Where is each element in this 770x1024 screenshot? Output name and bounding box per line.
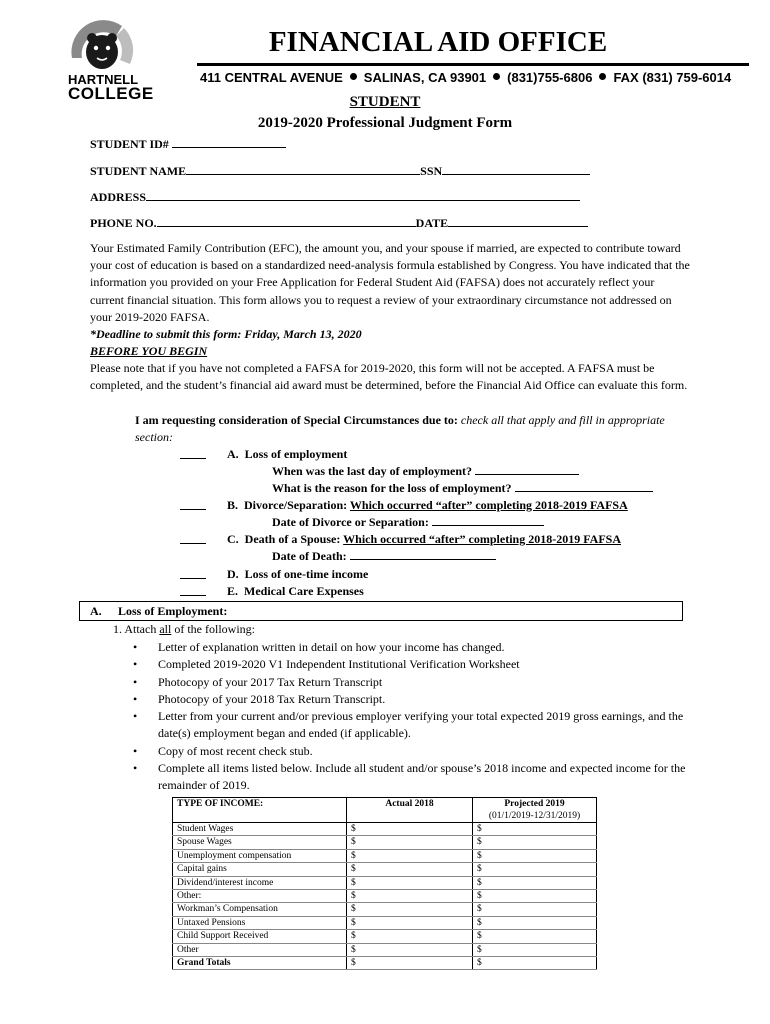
bullet-icon — [599, 73, 606, 80]
contact-line — [200, 70, 748, 85]
header-rule — [197, 63, 749, 66]
actual-2018-input[interactable]: $ — [347, 863, 473, 876]
street-address: 411 CENTRAL AVENUE — [200, 70, 343, 85]
income-type-cell: Other — [173, 943, 347, 956]
table-row — [173, 956, 597, 969]
list-item: • Photocopy of your 2018 Tax Return Transcript. — [130, 691, 690, 708]
table-row — [173, 903, 597, 916]
projected-2019-input[interactable]: $ — [473, 876, 597, 889]
phone-label: PHONE NO. — [90, 216, 157, 230]
table-row — [173, 849, 597, 862]
option-a-question1[interactable]: When was the last day of employment? — [272, 463, 579, 479]
bullet-icon — [493, 73, 500, 80]
table-row — [173, 930, 597, 943]
income-type-cell: Child Support Received — [173, 930, 347, 943]
address-label: ADDRESS — [90, 190, 147, 204]
office-title: FINANCIAL AID OFFICE — [268, 26, 608, 58]
before-paragraph: Please note that if you have not completed a FAFSA for 2019-2020, this form will not be accepted. A FAFSA must be completed, and the student’s financial aid award must be determined, before the Financial Aid Office can evaluate this form. — [90, 361, 688, 393]
student-id-field[interactable] — [90, 136, 286, 152]
student-name-field[interactable] — [90, 163, 590, 179]
income-type-cell: Untaxed Pensions — [173, 916, 347, 929]
table-row — [173, 889, 597, 902]
before-heading: BEFORE YOU BEGIN — [90, 344, 208, 358]
col-type-header: TYPE OF INCOME: — [173, 798, 347, 823]
section-a-heading: A. Loss of Employment: — [79, 601, 683, 621]
request-lead — [135, 412, 695, 446]
table-row — [173, 863, 597, 876]
table-row — [173, 876, 597, 889]
income-type-cell: Unemployment compensation — [173, 849, 347, 862]
address-field[interactable] — [90, 189, 580, 205]
actual-2018-input[interactable]: $ — [347, 956, 473, 969]
projected-2019-input[interactable]: $ — [473, 930, 597, 943]
income-type-cell: Workman’s Compensation — [173, 903, 347, 916]
date-label: DATE — [415, 216, 449, 230]
projected-2019-input[interactable]: $ — [473, 849, 597, 862]
actual-2018-input[interactable]: $ — [347, 876, 473, 889]
college-logo-text: HARTNELL COLLEGE — [68, 72, 154, 103]
projected-2019-input[interactable]: $ — [473, 823, 597, 836]
projected-2019-input[interactable]: $ — [473, 956, 597, 969]
phone-number: (831)755-6806 — [507, 70, 593, 85]
ssn-label: SSN — [420, 164, 443, 178]
projected-2019-input[interactable]: $ — [473, 889, 597, 902]
student-name-label: STUDENT NAME — [90, 164, 187, 178]
table-header-row — [173, 798, 597, 823]
option-a-question2[interactable]: What is the reason for the loss of employment? — [272, 480, 653, 496]
request-instruction: check all that apply and fill in appropriate section: — [135, 413, 665, 445]
income-type-cell: Spouse Wages — [173, 836, 347, 849]
deadline-note: *Deadline to submit this form: Friday, March 13, 2020 — [90, 327, 362, 341]
intro-paragraph: Your Estimated Family Contribution (EFC), the amount you, and your spouse if married, are expected to contribute toward your cost of education is based on a standardized need-analysis formula established by Congress. You have indicated that the information you provided on your Free Application for Federal Student Aid (FAFSA) does not accurately reflect your current financial situation. This form allows you to request a review of your extraordinary circumstance not addressed on your 2019-2020 FAFSA. — [90, 241, 690, 324]
phone-field[interactable] — [90, 215, 588, 231]
actual-2018-input[interactable]: $ — [347, 903, 473, 916]
table-row — [173, 943, 597, 956]
request-lead-text: I am requesting consideration of Special Circumstances due to: — [135, 413, 458, 427]
form-title: 2019-2020 Professional Judgment Form — [257, 115, 513, 131]
income-table — [172, 797, 597, 970]
col-actual-header: Actual 2018 — [347, 798, 473, 823]
list-item: • Completed 2019-2020 V1 Independent Institutional Verification Worksheet — [130, 656, 690, 673]
income-type-cell: Other: — [173, 889, 347, 902]
actual-2018-input[interactable]: $ — [347, 823, 473, 836]
actual-2018-input[interactable]: $ — [347, 930, 473, 943]
income-type-cell: Dividend/interest income — [173, 876, 347, 889]
projected-2019-input[interactable]: $ — [473, 903, 597, 916]
student-id-label: STUDENT ID# — [90, 137, 169, 151]
actual-2018-input[interactable]: $ — [347, 889, 473, 902]
income-type-cell: Capital gains — [173, 863, 347, 876]
student-heading: STUDENT — [349, 94, 421, 110]
list-item: • Letter from your current and/or previous employer verifying your total expected 2019 gross earnings, and the date(s) employment began and ended (if applicable). — [130, 708, 690, 743]
actual-2018-input[interactable]: $ — [347, 943, 473, 956]
list-item: • Copy of most recent check stub. — [130, 743, 690, 760]
city-state: SALINAS, CA 93901 — [363, 70, 487, 85]
fax-number: FAX (831) 759-6014 — [613, 70, 732, 85]
table-row — [173, 916, 597, 929]
list-item: • Photocopy of your 2017 Tax Return Transcript — [130, 674, 690, 691]
income-type-cell: Student Wages — [173, 823, 347, 836]
table-row — [173, 836, 597, 849]
col-projected-header: Projected 2019 (01/1/2019-12/31/2019) — [473, 798, 597, 823]
option-c-question1[interactable]: Date of Death: — [272, 548, 496, 564]
actual-2018-input[interactable]: $ — [347, 916, 473, 929]
actual-2018-input[interactable]: $ — [347, 849, 473, 862]
list-item: • Complete all items listed below. Include all student and/or spouse’s 2018 income and expected income for the remainder of 2019. — [130, 760, 690, 795]
list-item: • Letter of explanation written in detail on how your income has changed. — [130, 639, 690, 656]
bullet-icon — [350, 73, 357, 80]
projected-2019-input[interactable]: $ — [473, 916, 597, 929]
projected-2019-input[interactable]: $ — [473, 836, 597, 849]
attachment-list — [130, 639, 690, 795]
table-row — [173, 823, 597, 836]
income-type-cell: Grand Totals — [173, 956, 347, 969]
option-b-question1[interactable]: Date of Divorce or Separation: — [272, 514, 544, 530]
attach-instruction: 1. Attach all of the following: — [113, 622, 255, 636]
actual-2018-input[interactable]: $ — [347, 836, 473, 849]
projected-2019-input[interactable]: $ — [473, 943, 597, 956]
projected-2019-input[interactable]: $ — [473, 863, 597, 876]
